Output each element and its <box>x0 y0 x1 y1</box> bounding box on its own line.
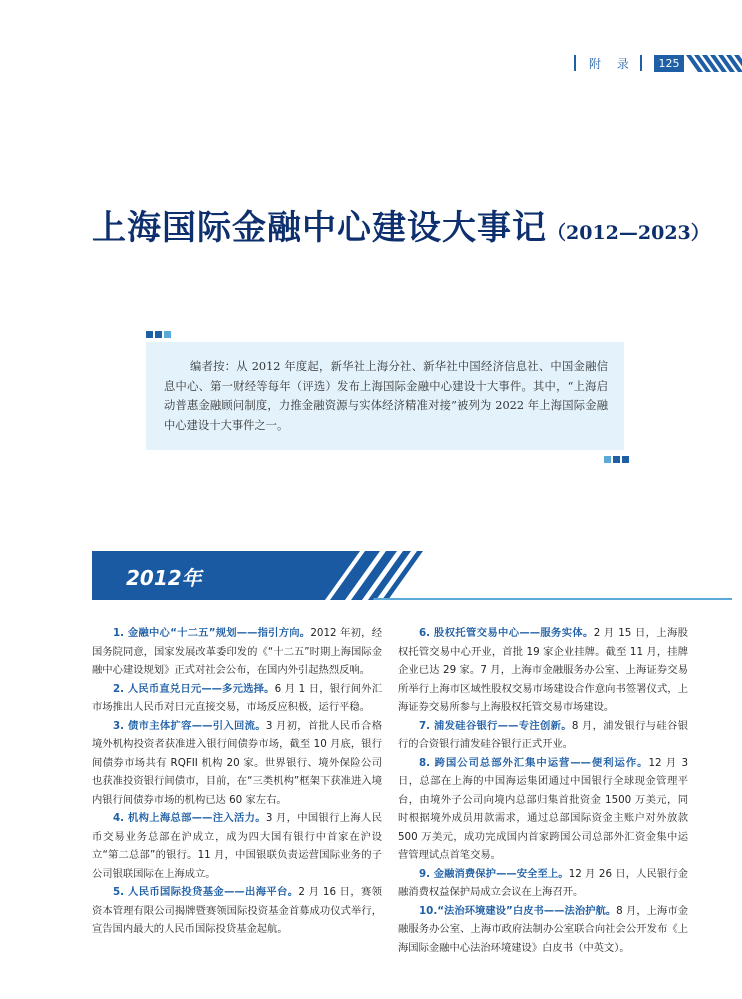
event-body: 3 月初，首批人民币合格境外机构投资者获准进入银行间债券市场，截至 10 月底，银行间债券市场共有 RQFII 机构 20 家。世界银行、境外保险公司也获准投资银行间债市，目前，在“三类机构”框架下获准进入境内银行间债券市场的机构已达 60 家左右。 <box>92 719 382 806</box>
header-section-label: 附 录 <box>589 57 635 71</box>
event-item <box>92 680 382 717</box>
event-heading: 5. 人民币国际投贷基金——出海平台。 <box>113 886 299 898</box>
page-number: 125 <box>654 55 684 72</box>
event-body: 2012 年初，经国务院同意，国家发展改革委印发的《“十二五”时期上海国际金融中心建设规划》正式对社会公布，在国内外引起热烈反响。 <box>92 627 382 676</box>
event-heading: 4. 机构上海总部——注入活力。 <box>113 812 266 824</box>
event-heading: 1. 金融中心“十二五”规划——指引方向。 <box>113 627 311 639</box>
event-item <box>398 865 688 902</box>
event-heading: 2. 人民币直兑日元——多元选择。 <box>113 682 275 695</box>
note-square-marker <box>622 456 629 463</box>
event-item <box>398 902 688 958</box>
event-body: 6 月 1 日，银行间外汇市场推出人民币对日元直接交易，市场反应积极，运行平稳。 <box>92 682 382 713</box>
note-square-marker <box>164 331 171 338</box>
title-main: 上海国际金融中心建设大事记 <box>92 208 547 248</box>
event-body: 8 月，浦发银行与硅谷银行的合资银行浦发硅谷银行正式开业。 <box>398 719 688 750</box>
event-item <box>398 624 688 717</box>
page-title <box>92 200 710 249</box>
event-item <box>398 754 688 865</box>
editor-note-text: 编者按：从 2012 年度起，新华社上海分社、新华社中国经济信息社、中国金融信息中心、第一财经等每年（评选）发布上海国际金融中心建设十大事件。其中，“上海启动普惠金融顾问制度，力推金融资源与实体经济精准对接”被列为 2022 年上海国际金融中心建设十大事件之一。 <box>164 360 608 432</box>
event-body: 2 月 15 日，上海股权托管交易中心开业，首批 19 家企业挂牌。截至 11 月，挂牌企业已达 29 家。7 月，上海市金融服务办公室、上海证券交易所举行上海市区域性股权交易市场建设合作意向书签署仪式，上海证券交易所参与上海股权托管交易市场建设。 <box>398 627 688 713</box>
header-divider-left <box>574 55 576 71</box>
note-square-marker <box>146 331 153 338</box>
note-square-marker <box>604 456 611 463</box>
header-divider-right <box>640 55 642 71</box>
event-body: 2 月 16 日，赛领资本管理有限公司揭牌暨赛领国际投资基金首募成功仪式举行，宣告国内最大的人民币国际投贷基金起航。 <box>92 886 382 935</box>
event-item <box>92 809 382 883</box>
event-item <box>398 717 688 754</box>
event-heading: 10.“法治环境建设”白皮书——法治护航。 <box>419 904 617 917</box>
event-item <box>92 883 382 939</box>
event-body: 8 月，上海市金融服务办公室、上海市政府法制办公室联合向社会公开发布《上海国际金融中心法治环境建设》白皮书（中英文）。 <box>398 904 689 954</box>
note-square-marker <box>155 331 162 338</box>
title-years: （2012—2023） <box>547 222 710 244</box>
events-column-left <box>92 624 382 939</box>
event-item <box>92 624 382 680</box>
event-heading: 7. 浦发硅谷银行——专注创新。 <box>419 719 572 732</box>
event-item <box>92 717 382 810</box>
event-heading: 8. 跨国公司总部外汇集中运营——便利运作。 <box>419 756 649 769</box>
note-square-marker <box>613 456 620 463</box>
event-heading: 9. 金融消费保护——安全至上。 <box>419 867 569 880</box>
event-heading: 6. 股权托管交易中心——服务实体。 <box>419 627 594 639</box>
event-body: 12 月 26 日，人民银行金融消费权益保护局成立会议在上海召开。 <box>398 867 688 898</box>
event-body: 3 月，中国银行上海人民币交易业务总部在沪成立，成为四大国有银行中首家在沪设立“第二总部”的银行。11 月，中国银联负责运营国际业务的子公司银联国际在上海成立。 <box>92 812 382 880</box>
year-label: 2012年 <box>126 566 202 590</box>
event-body: 12 月 3 日，总部在上海的中国海运集团通过中国银行全球现金管理平台，由境外子公司向境内总部归集首批资金 1500 万美元，同时根据境外成员用款需求，通过总部国际资金主账户对外放款 500 万美元，成功完成国内首家跨国公司总部外汇资金集中运营管理试点首笔交易。 <box>398 756 688 861</box>
header-stripes-decoration <box>686 55 742 72</box>
events-column-right <box>398 624 688 957</box>
event-heading: 3. 债市主体扩容——引入回流。 <box>113 719 266 732</box>
